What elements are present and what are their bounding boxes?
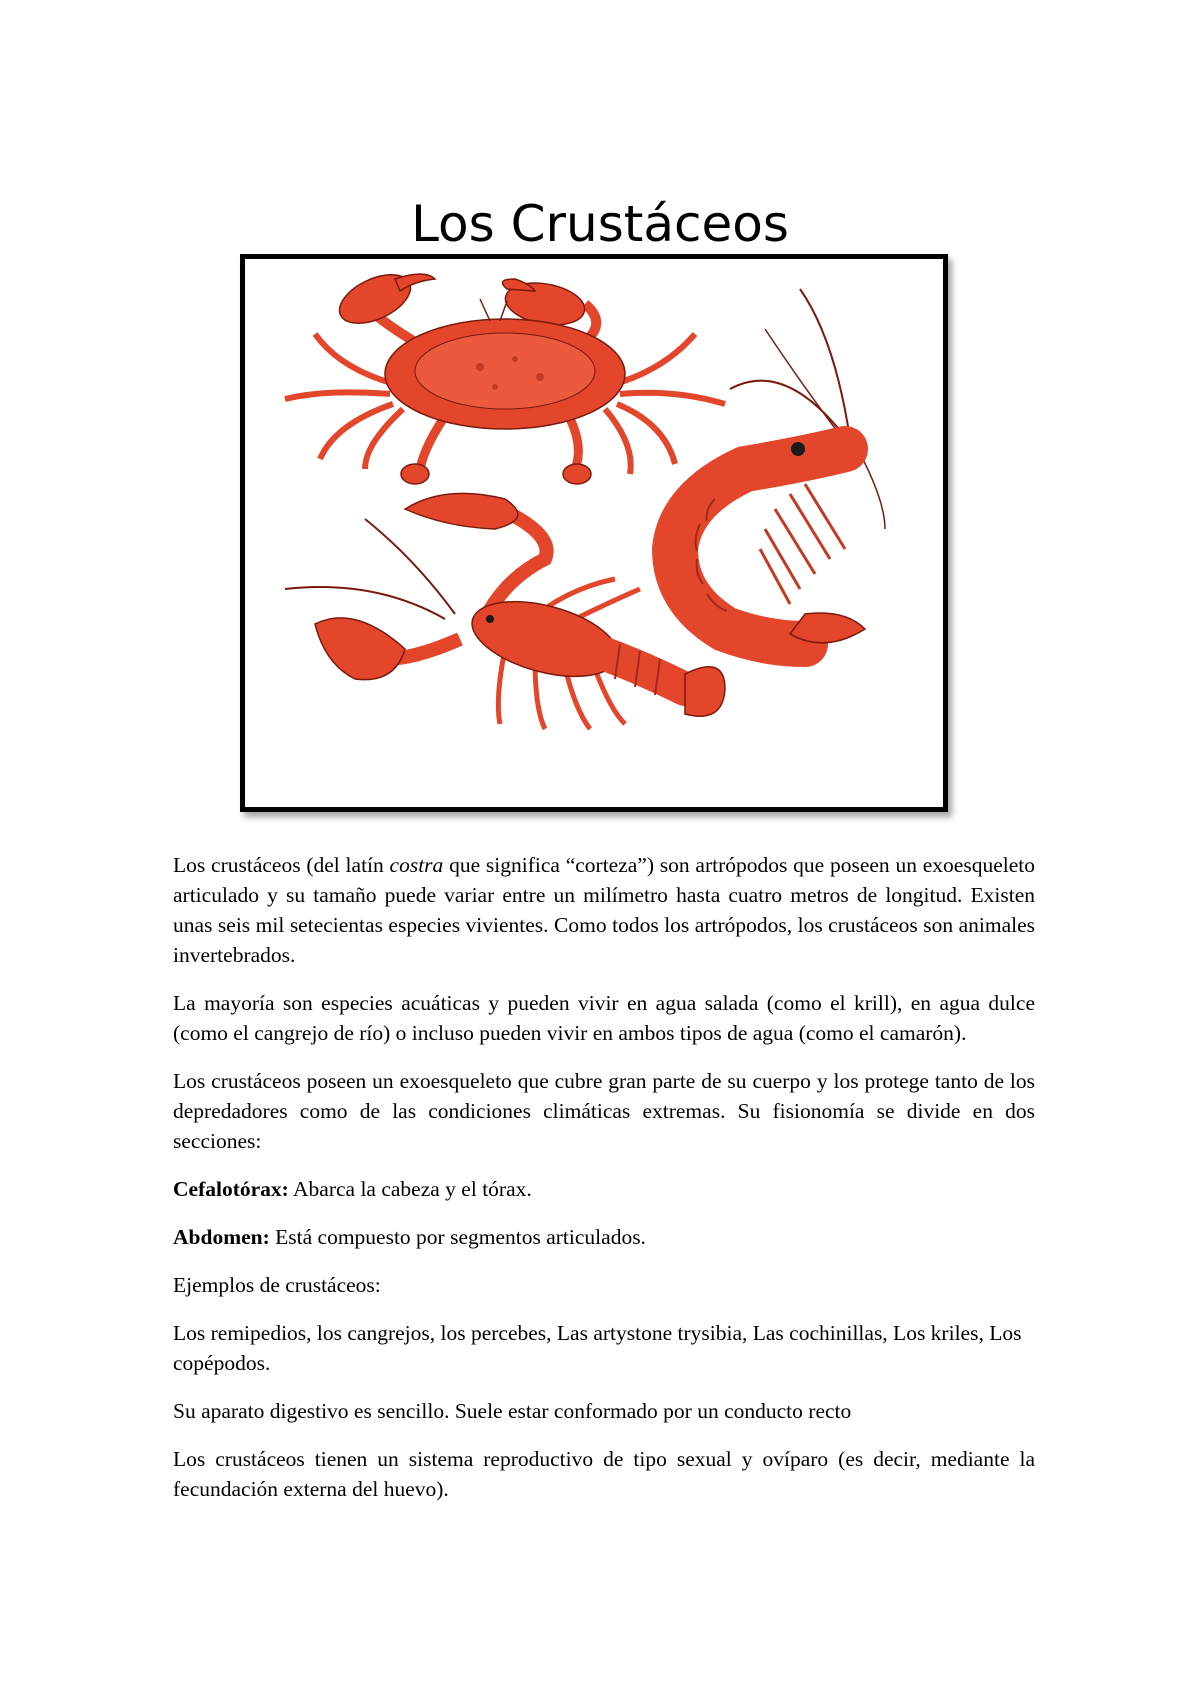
- intro-text-start: Los crustáceos (del latín: [173, 853, 390, 877]
- crab-icon: [285, 265, 725, 484]
- intro-paragraph: [173, 850, 1035, 970]
- habitat-paragraph: La mayoría son especies acuáticas y pueden vivir en agua salada (como el krill), en agua dulce (como el cangrejo de río) o incluso pueden vivir en ambos tipos de agua (como el camarón).: [173, 991, 1035, 1045]
- examples-list: Los remipedios, los cangrejos, los percebes, Las artystone trysibia, Las cochinillas, Los kriles, Los copépodos.: [173, 1321, 1022, 1375]
- reproductive-paragraph: Los crustáceos tienen un sistema reproductivo de tipo sexual y ovíparo (es decir, mediante la fecundación externa del huevo).: [173, 1447, 1035, 1501]
- crustaceans-illustration-svg: [245, 259, 943, 807]
- page-title: Los Crustáceos: [411, 194, 789, 253]
- intro-text-end: que significa “corteza”) son artrópodos que poseen un exoesqueleto articulado y su tamaño puede variar entre un milímetro hasta cuatro metros de longitud. Existen unas seis mil setecientas especies vivientes. Como todos los artrópodos, los crustáceos son animales invertebrados.: [173, 853, 1035, 967]
- abdomen-term: Abdomen:: [173, 1225, 270, 1249]
- crustaceans-illustration: [240, 254, 948, 812]
- abdomen-definition: [173, 1222, 1035, 1252]
- cefalotorax-text: Abarca la cabeza y el tórax.: [288, 1177, 532, 1201]
- document-body: [173, 850, 1035, 1522]
- cefalotorax-definition: [173, 1174, 1035, 1204]
- examples-heading: Ejemplos de crustáceos:: [173, 1273, 381, 1297]
- exoskeleton-paragraph: Los crustáceos poseen un exoesqueleto que cubre gran parte de su cuerpo y los protege tanto de los depredadores como de las condiciones climáticas extremas. Su fisionomía se divide en dos secciones:: [173, 1069, 1035, 1153]
- digestive-paragraph: Su aparato digestivo es sencillo. Suele estar conformado por un conducto recto: [173, 1399, 852, 1423]
- latin-term: costra: [389, 853, 444, 877]
- shrimp-icon: [675, 289, 885, 644]
- abdomen-text: Está compuesto por segmentos articulados.: [269, 1225, 646, 1249]
- cefalotorax-term: Cefalotórax:: [173, 1177, 289, 1201]
